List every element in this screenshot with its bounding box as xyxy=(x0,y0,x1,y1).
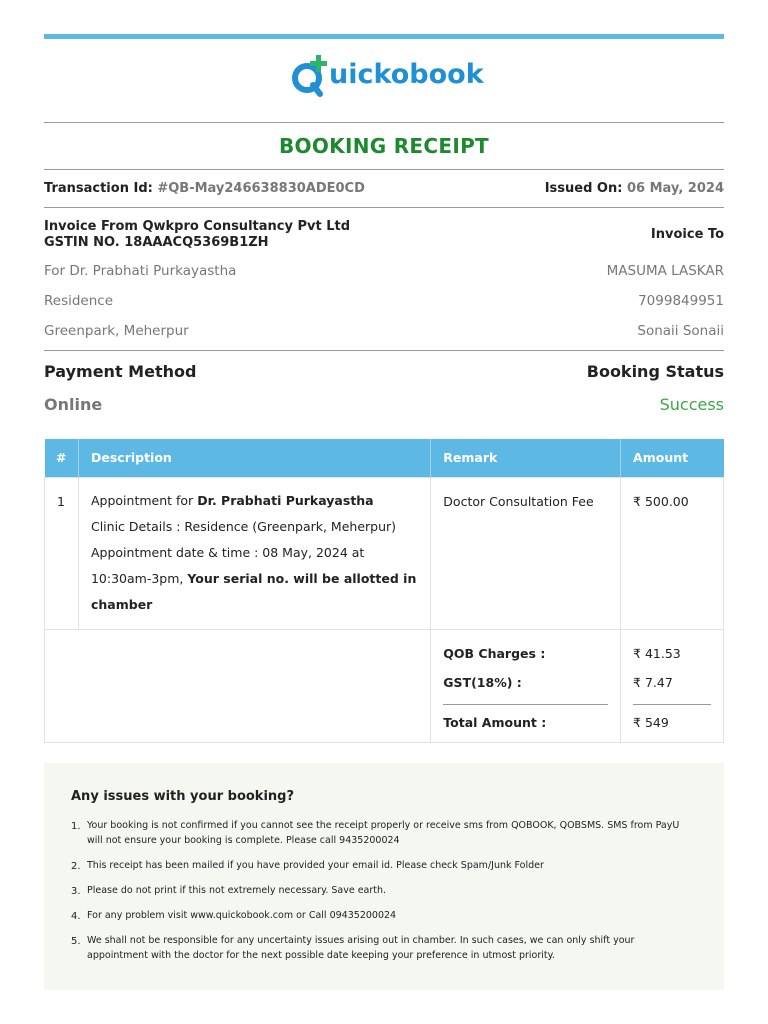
help-section xyxy=(44,763,724,990)
charges-divider xyxy=(633,704,711,705)
help-item-text: Your booking is not confirmed if you cannot see the receipt properly or receive sms from QOBOOK, QOBSMS. SMS from PayU will not ensure your booking is complete. Please call 9435200024 xyxy=(87,820,680,846)
issued-on-label: Issued On: xyxy=(544,181,627,196)
col-header-description: Description xyxy=(78,439,430,477)
serial-note: Your serial no. will be allotted in xyxy=(187,570,417,586)
row-amount: ₹ 500.00 xyxy=(621,477,724,629)
qob-charges-value: ₹ 41.53 xyxy=(633,645,681,661)
charges-values xyxy=(621,629,724,742)
col-header-amount: Amount xyxy=(621,439,724,477)
logo-q-plus-icon xyxy=(289,54,333,98)
help-item-text: We shall not be responsible for any uncertainty issues arising out in chamber. In such cases, we can only shift your appointment with the doctor for the next possible date keeping your preference in utmost priority. xyxy=(87,935,635,961)
list-item: 4. For any problem visit www.quickobook.com or Call 09435200024 xyxy=(71,910,397,922)
appointment-line xyxy=(91,488,418,514)
quickobook-logo xyxy=(289,54,489,98)
appointment-prefix: Appointment for xyxy=(90,492,198,508)
total-amount-value: ₹ 549 xyxy=(633,714,669,730)
booking-items-table xyxy=(44,439,724,743)
gst-label: GST(18%) : xyxy=(443,674,522,690)
clinic-details: Clinic Details : Residence (Greenpark, Meherpur) xyxy=(90,518,397,534)
help-title: Any issues with your booking? xyxy=(71,789,295,804)
invoice-from: Invoice From Qwkpro Consultancy Pvt Ltd xyxy=(44,219,351,234)
gst-value: ₹ 7.47 xyxy=(633,674,673,690)
issued-on xyxy=(545,181,724,196)
col-header-remark: Remark xyxy=(431,439,621,477)
divider xyxy=(44,169,724,170)
issued-on-value: 06 May, 2024 xyxy=(626,181,724,196)
logo-text: uickobook xyxy=(329,59,484,90)
charges-row xyxy=(45,629,724,742)
table-row xyxy=(45,477,724,629)
row-number: 1 xyxy=(45,477,79,629)
divider xyxy=(44,350,724,351)
appointment-time: 10:30am-3pm, xyxy=(90,570,188,586)
divider xyxy=(44,207,724,208)
qob-charges-label: QOB Charges : xyxy=(443,645,546,661)
payment-method-heading: Payment Method xyxy=(44,362,197,381)
payment-method-value: Online xyxy=(44,395,103,414)
transaction-id xyxy=(44,181,365,196)
table-header-row xyxy=(45,439,724,477)
booking-status-heading: Booking Status xyxy=(586,362,724,381)
charges-labels xyxy=(431,629,621,742)
patient-phone: 7099849951 xyxy=(638,293,724,309)
charges-divider xyxy=(443,704,608,705)
appointment-datetime: Appointment date & time : 08 May, 2024 at xyxy=(90,544,365,560)
col-header-number: # xyxy=(45,439,79,477)
clinic-name: Residence xyxy=(44,293,114,309)
transaction-id-label: Transaction Id: xyxy=(44,181,158,196)
page-title: BOOKING RECEIPT xyxy=(279,134,489,158)
list-item: 5. We shall not be responsible for any uncertainty issues arising out in chamber. In such cases, we can only shift your appointment with the doctor for the next possible date keeping your preference in utmost priority. xyxy=(71,935,635,961)
list-item: 2. This receipt has been mailed if you have provided your email id. Please check Spam/Junk Folder xyxy=(71,860,544,872)
clinic-location: Greenpark, Meherpur xyxy=(44,323,189,339)
doctor-name: For Dr. Prabhati Purkayastha xyxy=(44,263,237,279)
gstin-number: GSTIN NO. 18AAACQ5369B1ZH xyxy=(44,235,269,250)
help-item-text: For any problem visit www.quickobook.com or Call 09435200024 xyxy=(87,910,397,921)
top-accent-bar xyxy=(44,34,724,39)
patient-name: MASUMA LASKAR xyxy=(606,263,724,279)
charges-empty-cell xyxy=(45,629,431,742)
booking-status-value: Success xyxy=(659,395,724,414)
invoice-to-label: Invoice To xyxy=(650,227,724,242)
transaction-id-value: #QB-May246638830ADE0CD xyxy=(157,181,365,196)
help-item-text: Please do not print if this not extremely necessary. Save earth. xyxy=(87,885,387,896)
list-item: 1. Your booking is not confirmed if you cannot see the receipt properly or receive sms from QOBOOK, QOBSMS. SMS from PayU will not ensure your booking is complete. Please call 9435200024 xyxy=(71,820,680,846)
help-item-text: This receipt has been mailed if you have provided your email id. Please check Spam/Junk Folder xyxy=(87,860,544,871)
appointment-time-line xyxy=(91,566,418,592)
divider xyxy=(44,122,724,123)
appointment-doctor: Dr. Prabhati Purkayastha xyxy=(197,492,374,508)
patient-address: Sonaii Sonaii xyxy=(637,323,724,339)
help-list xyxy=(71,818,691,973)
serial-note-cont: chamber xyxy=(90,596,153,612)
row-remark: Doctor Consultation Fee xyxy=(431,477,621,629)
total-amount-label: Total Amount : xyxy=(443,714,547,730)
row-description xyxy=(78,477,430,629)
list-item: 3. Please do not print if this not extremely necessary. Save earth. xyxy=(71,885,387,897)
